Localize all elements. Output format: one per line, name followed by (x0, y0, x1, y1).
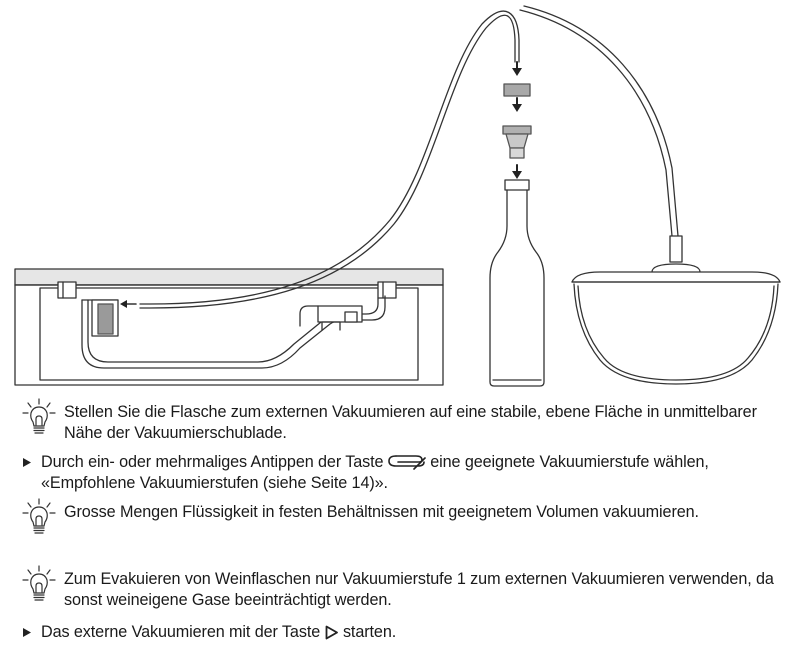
wine-bottle (490, 180, 544, 386)
hint-1-text: Stellen Sie die Flasche zum externen Vakuumieren auf eine stabile, ebene Fläche in unmittelbarer Nähe der Vakuumierschublade. (64, 403, 757, 442)
step-2-text (41, 622, 792, 643)
step-2 (22, 622, 792, 643)
play-icon (325, 625, 339, 640)
lightbulb-icon (22, 498, 56, 538)
hint-2 (22, 502, 792, 523)
triangle-bullet-icon (22, 457, 32, 468)
step-1-text (41, 452, 792, 494)
step-1-text-after: eine geeignete Vakuumierstufe wählen, «Empfohlene Vakuumierstufen (siehe Seite 14)». (41, 453, 709, 492)
triangle-bullet-icon (22, 627, 32, 638)
hint-2-text: Grosse Mengen Flüssigkeit in festen Behältnissen mit geeignetem Volumen vakuumieren. (64, 503, 699, 521)
adapter-cap (504, 84, 530, 96)
assembly-arrows (512, 62, 522, 179)
hint-1 (22, 402, 792, 444)
step-2-text-before: Das externe Vakuumieren mit der Taste (41, 623, 321, 641)
step-1-text-before: Durch ein- oder mehrmaliges Antippen der Taste (41, 453, 384, 471)
hose-to-container (520, 10, 672, 236)
vacuum-hose-icon (388, 454, 426, 470)
hose-from-drawer (140, 11, 519, 304)
hint-3 (22, 569, 792, 611)
vacuum-container (572, 236, 780, 384)
lightbulb-icon (22, 398, 56, 438)
step-1 (22, 452, 792, 494)
bottle-stopper (503, 126, 531, 158)
step-2-text-after: starten. (342, 623, 397, 641)
hint-3-text: Zum Evakuieren von Weinflaschen nur Vakuumierstufe 1 zum externen Vakuumieren verwenden, da sonst weineigene Gase beeinträchtigt werden. (64, 570, 774, 609)
vacuum-drawer (15, 269, 443, 385)
lightbulb-icon (22, 565, 56, 605)
